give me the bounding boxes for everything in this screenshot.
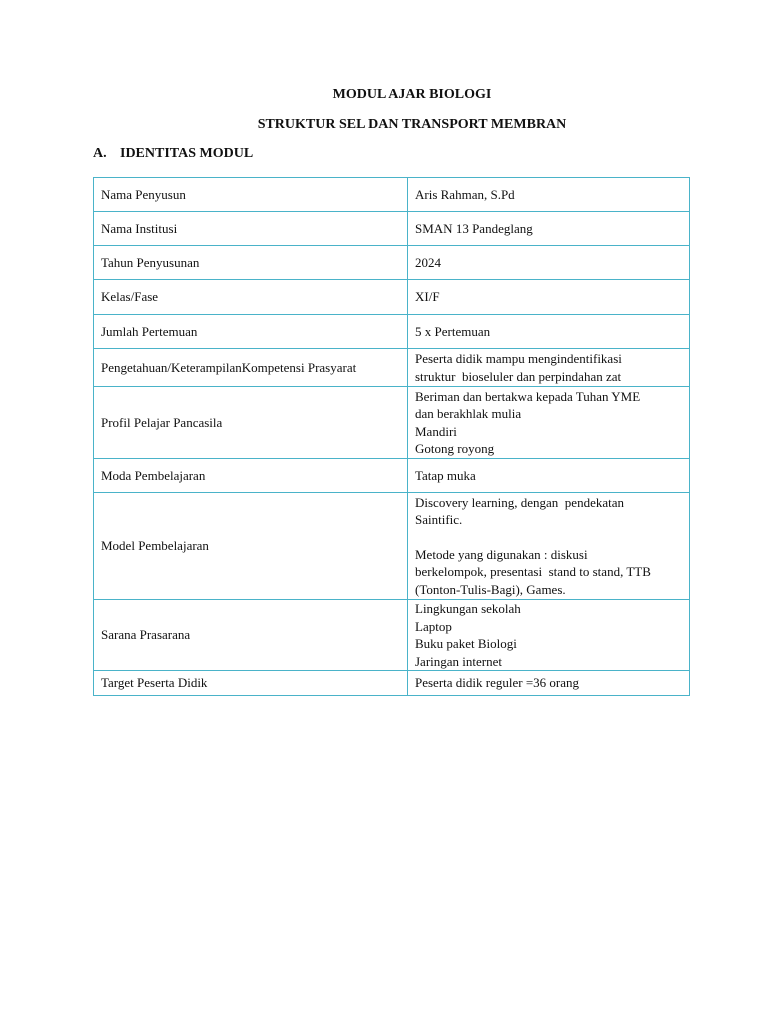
section-title: IDENTITAS MODUL	[120, 146, 254, 161]
value-line: Buku paket Biologi	[415, 636, 517, 651]
row-value	[408, 315, 690, 349]
row-label: Tahun Penyusunan	[94, 246, 408, 280]
identity-table	[93, 177, 690, 696]
row-value	[408, 178, 690, 212]
row-value	[408, 349, 690, 387]
table-row	[94, 280, 690, 315]
row-value	[408, 600, 690, 671]
table-row	[94, 246, 690, 280]
section-heading	[93, 146, 253, 162]
table-row	[94, 315, 690, 349]
row-label: Target Peserta Didik	[94, 671, 408, 696]
table-row	[94, 349, 690, 387]
row-label: Moda Pembelajaran	[94, 459, 408, 493]
row-value	[408, 387, 690, 459]
value-line: Metode yang digunakan : diskusi	[415, 546, 588, 562]
row-value	[408, 459, 690, 493]
value-line: Beriman dan bertakwa kepada Tuhan YME	[415, 388, 641, 404]
row-value	[408, 493, 690, 600]
row-label: Sarana Prasarana	[94, 600, 408, 671]
row-label: Profil Pelajar Pancasila	[94, 387, 408, 459]
row-label: Pengetahuan/KeterampilanKompetensi Prasyarat	[94, 349, 408, 387]
table-row	[94, 387, 690, 459]
value-line: Mandiri	[415, 423, 457, 439]
row-value	[408, 212, 690, 246]
value-line: Peserta didik mampu mengindentifikasi	[415, 351, 622, 366]
table-row	[94, 459, 690, 493]
value-line: SMAN 13 Pandeglang	[415, 220, 533, 236]
value-line: struktur bioseluler dan perpindahan zat	[415, 368, 622, 384]
document-title: MODUL AJAR BIOLOGI	[332, 87, 492, 102]
value-line: 2024	[415, 254, 441, 270]
value-line: XI/F	[415, 289, 440, 305]
table-row	[94, 493, 690, 600]
value-line: berkelompok, presentasi stand to stand, TTB	[415, 564, 651, 580]
row-label: Nama Institusi	[94, 212, 408, 246]
row-value	[408, 246, 690, 280]
table-row	[94, 178, 690, 212]
value-line: Gotong royong	[415, 441, 495, 456]
value-line: Discovery learning, dengan pendekatan	[415, 494, 625, 510]
value-line: 5 x Pertemuan	[415, 323, 491, 339]
value-line: dan berakhlak mulia	[415, 406, 522, 421]
section-number: A.	[93, 146, 107, 161]
value-line: Aris Rahman, S.Pd	[415, 186, 515, 202]
value-line: Jaringan internet	[415, 653, 502, 669]
row-label: Model Pembelajaran	[94, 493, 408, 600]
row-label: Kelas/Fase	[94, 280, 408, 315]
row-value	[408, 280, 690, 315]
table-row	[94, 600, 690, 671]
value-line: (Tonton-Tulis-Bagi), Games.	[415, 581, 566, 597]
value-line: Peserta didik reguler =36 orang	[415, 675, 580, 691]
row-label: Nama Penyusun	[94, 178, 408, 212]
document-subtitle: STRUKTUR SEL DAN TRANSPORT MEMBRAN	[257, 117, 567, 132]
value-line: Laptop	[415, 618, 452, 634]
value-line: Tatap muka	[415, 467, 476, 483]
table-row	[94, 671, 690, 696]
value-line: Lingkungan sekolah	[415, 601, 521, 616]
row-label: Jumlah Pertemuan	[94, 315, 408, 349]
value-line: Saintific.	[415, 512, 463, 528]
blank-line	[415, 529, 682, 546]
table-row	[94, 212, 690, 246]
row-value	[408, 671, 690, 696]
